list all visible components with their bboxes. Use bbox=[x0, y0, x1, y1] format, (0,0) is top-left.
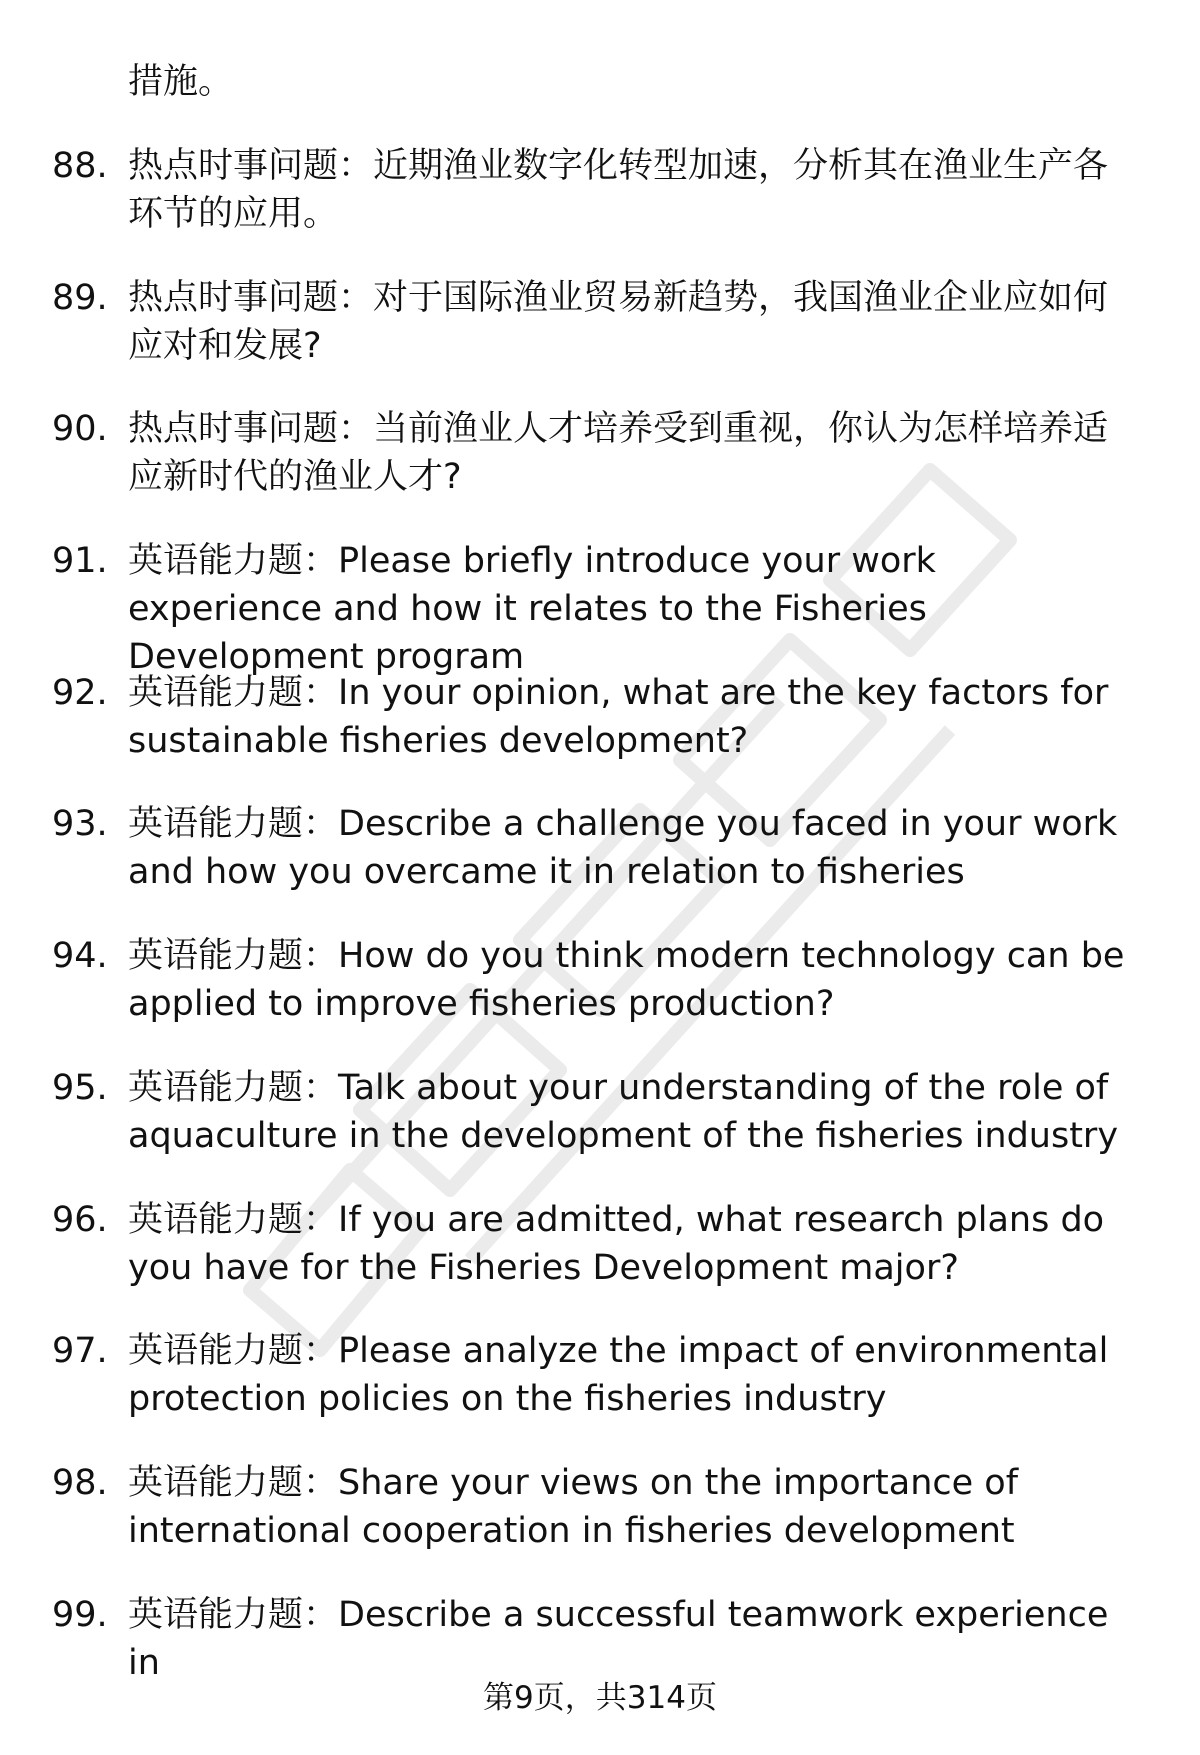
list-item bbox=[0, 1064, 1200, 1196]
list-item bbox=[0, 1196, 1200, 1328]
list-item bbox=[0, 537, 1200, 678]
question-number: 99. bbox=[52, 1594, 108, 1635]
question-text: 英语能力题：Please briefly introduce your work experience and how it relates to the Fisheries Development program bbox=[128, 541, 936, 678]
question-number: 98. bbox=[52, 1462, 108, 1503]
question-text: 英语能力题：How do you think modern technology can be applied to improve fisheries production? bbox=[128, 936, 1125, 1025]
question-number: 95. bbox=[52, 1067, 108, 1108]
list-item bbox=[0, 405, 1200, 537]
list-item bbox=[0, 142, 1200, 274]
question-number: 88. bbox=[52, 146, 108, 186]
list-item bbox=[0, 932, 1200, 1064]
list-item bbox=[0, 1327, 1200, 1459]
question-list bbox=[0, 142, 1200, 1722]
list-item bbox=[0, 669, 1200, 801]
question-number: 92. bbox=[52, 672, 108, 713]
question-text: 英语能力题：Describe a challenge you faced in your work and how you overcame it in relation to fisheries bbox=[128, 804, 1118, 893]
question-number: 96. bbox=[52, 1199, 108, 1240]
question-text: 英语能力题：In your opinion, what are the key factors for sustainable fisheries development? bbox=[128, 672, 1109, 761]
question-number: 94. bbox=[52, 936, 108, 977]
question-number: 97. bbox=[52, 1331, 108, 1372]
question-number: 89. bbox=[52, 277, 108, 318]
list-item bbox=[0, 1459, 1200, 1591]
question-number: 91. bbox=[52, 541, 108, 582]
continuation-text: 措施。 bbox=[128, 62, 234, 102]
question-text: 英语能力题：Share your views on the importance of international cooperation in fisheries development bbox=[128, 1462, 1019, 1551]
page-number-footer: 第9页，共314页 bbox=[483, 1680, 717, 1716]
question-text: 热点时事问题：对于国际渔业贸易新趋势，我国渔业企业应如何应对和发展? bbox=[128, 277, 1109, 366]
list-item bbox=[0, 274, 1200, 406]
question-text: 英语能力题：Please analyze the impact of environmental protection policies on the fisheries industry bbox=[128, 1331, 1109, 1420]
question-text: 热点时事问题：当前渔业人才培养受到重视，你认为怎样培养适应新时代的渔业人才? bbox=[128, 409, 1109, 498]
question-number: 90. bbox=[52, 409, 108, 450]
list-item bbox=[0, 800, 1200, 932]
question-number: 93. bbox=[52, 804, 108, 845]
question-text: 英语能力题：Talk about your understanding of the role of aquaculture in the development of the fisheries industry bbox=[128, 1067, 1119, 1156]
question-text: 英语能力题：If you are admitted, what research plans do you have for the Fisheries Development major? bbox=[128, 1199, 1105, 1288]
question-text: 英语能力题：Describe a successful teamwork experience in bbox=[128, 1594, 1109, 1683]
question-text: 热点时事问题：近期渔业数字化转型加速，分析其在渔业生产各环节的应用。 bbox=[128, 146, 1109, 234]
